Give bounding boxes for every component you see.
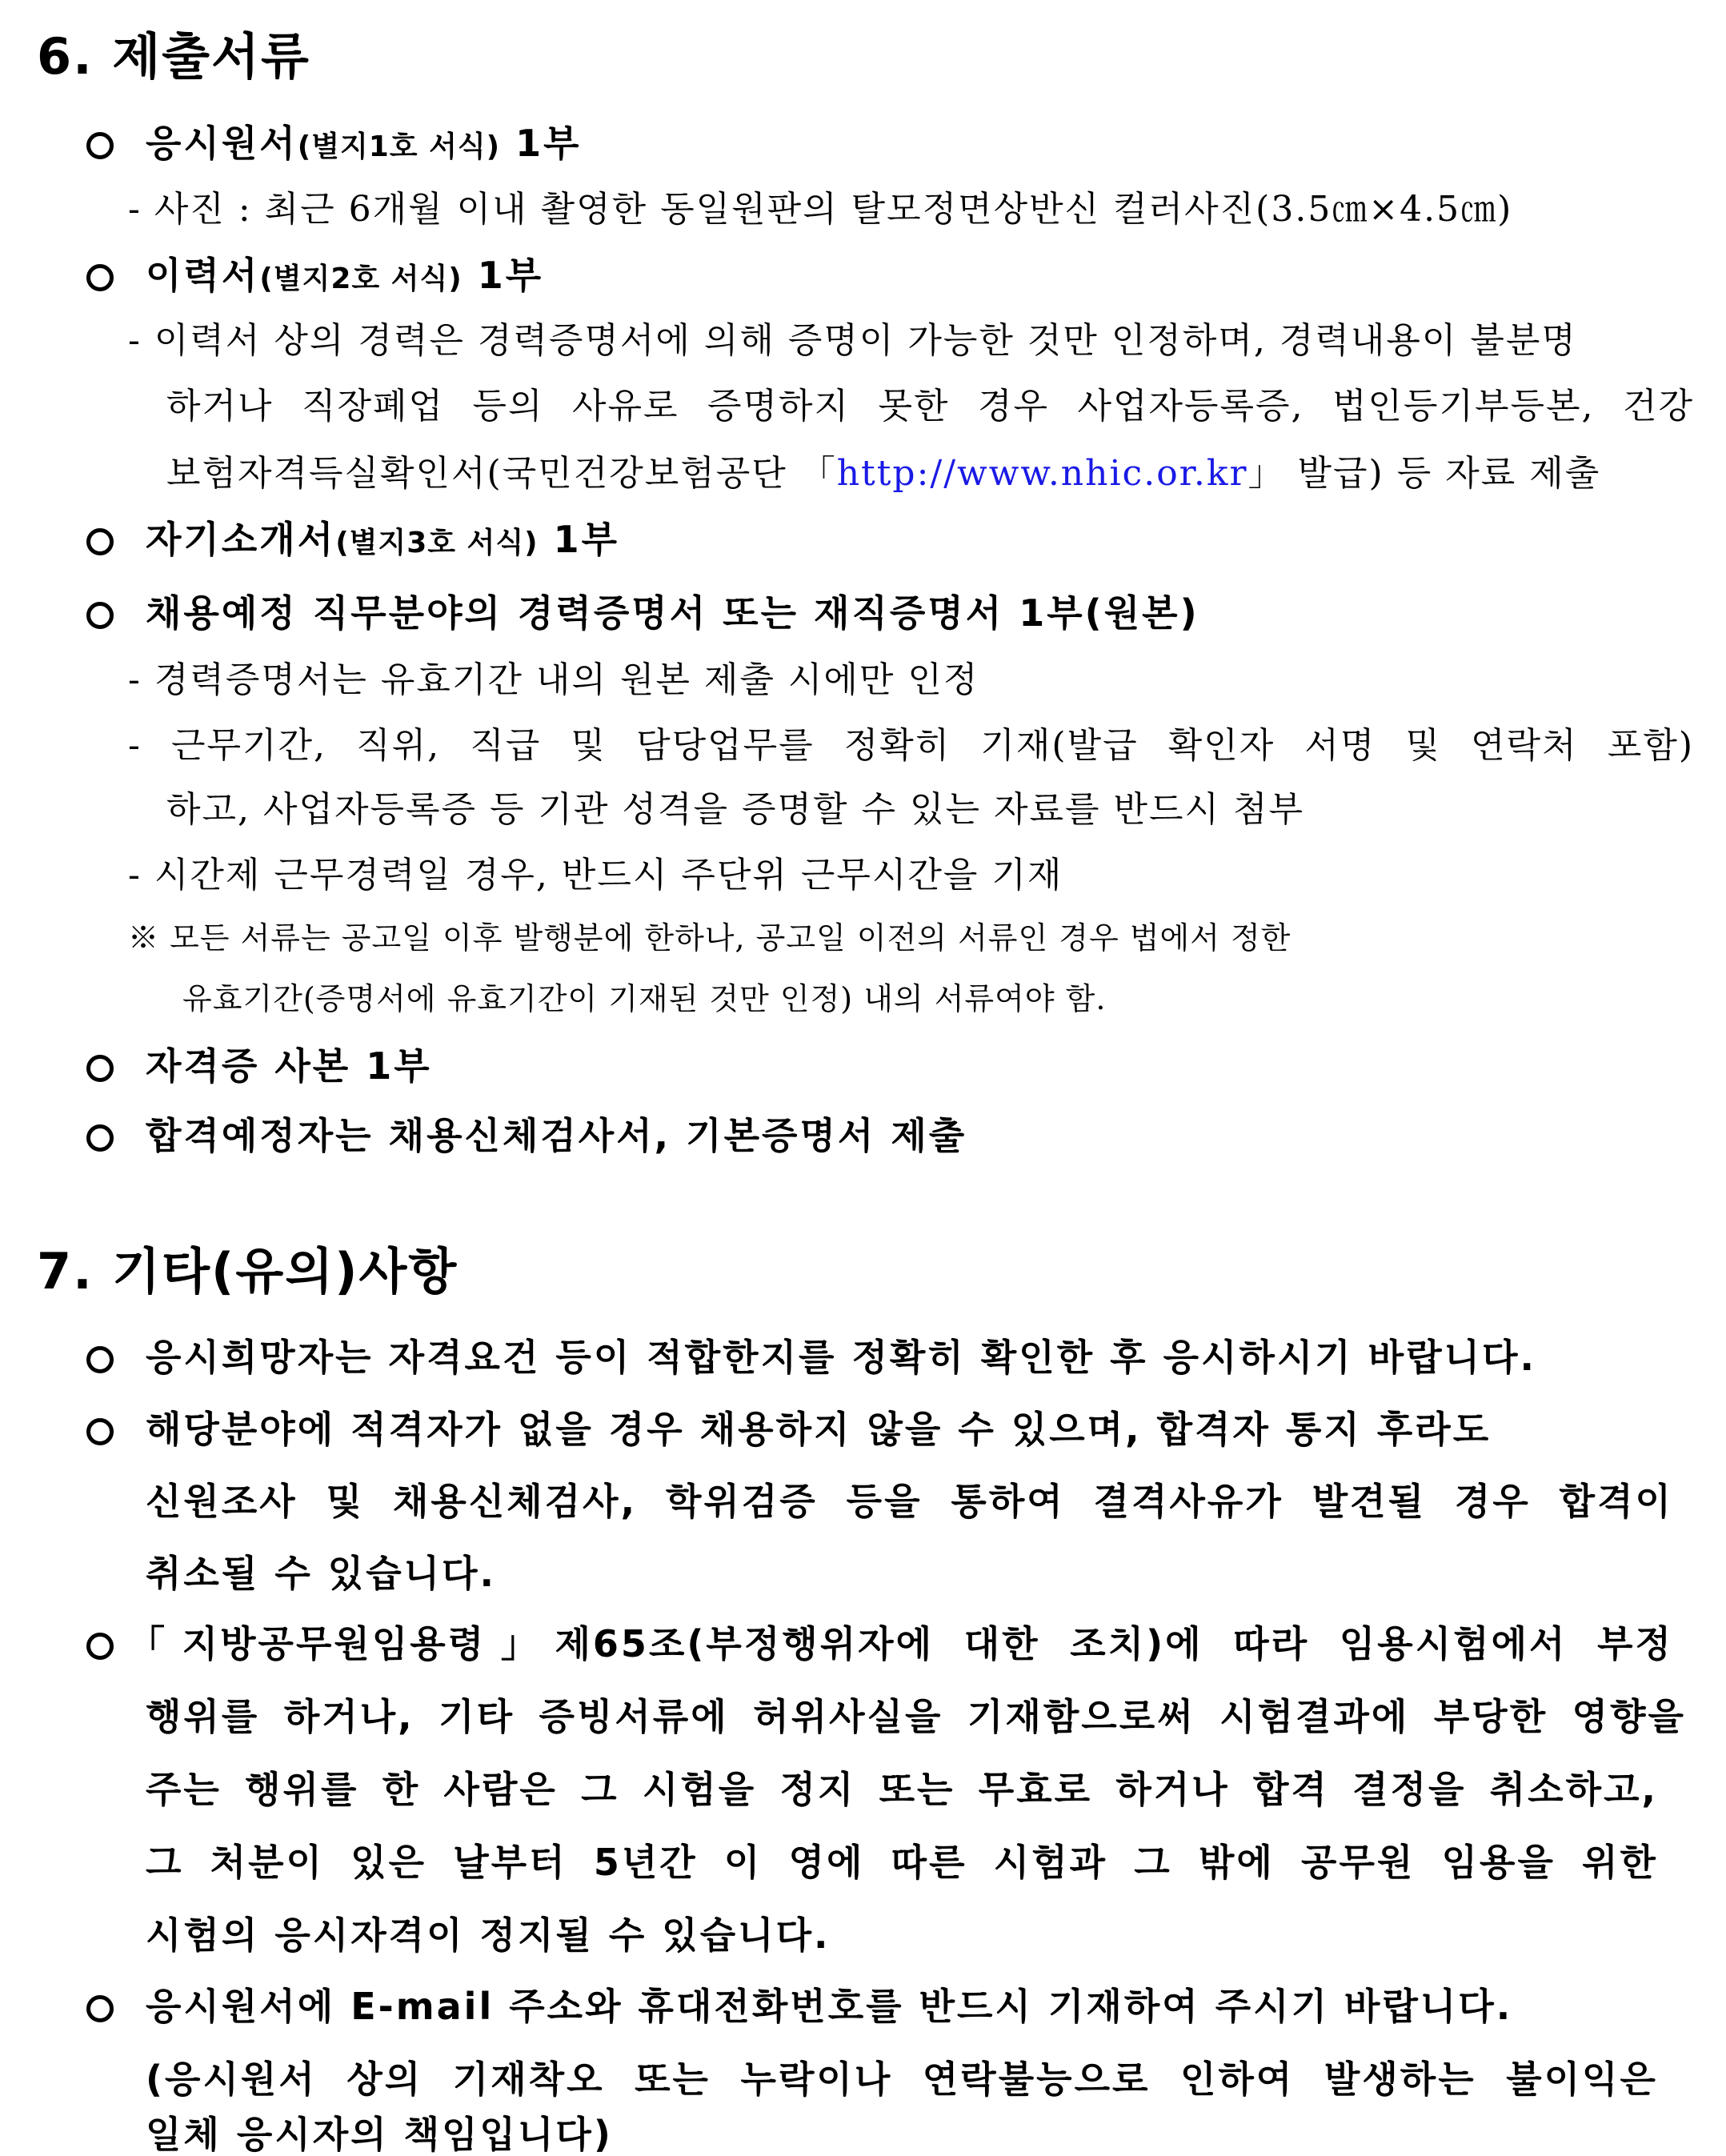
notice-no-hire-1: 해당분야에 적격자가 없을 경우 채용하지 않을 수 있으며, 합격자 통지 후라도	[146, 1408, 1492, 1451]
circle-bullet-icon	[86, 1995, 114, 2022]
circle-bullet-icon	[86, 132, 114, 159]
circle-bullet-icon	[86, 1633, 114, 1660]
detail-text: 보험자격득실확인서(국민건강보험공단 「	[166, 453, 837, 494]
circle-bullet-icon	[86, 528, 114, 555]
nhic-link[interactable]: http://www.nhic.or.kr	[836, 453, 1248, 494]
note-line-1: ※ 모든 서류는 공고일 이후 발행분에 한하나, 공고일 이전의 서류인 경우 법에서 정한	[128, 920, 1291, 956]
item-career-certificate: 채용예정 직무분야의 경력증명서 또는 재직증명서 1부(원본)	[146, 591, 1199, 635]
notice-no-hire-3: 취소될 수 있습니다.	[146, 1552, 496, 1595]
notice-misconduct-3: 주는 행위를 한 사람은 그 시험을 정지 또는 무효로 하거나 합격 결정을 취소하고,	[146, 1768, 1658, 1811]
detail-resume-3	[166, 453, 1601, 494]
detail-career-4: - 시간제 근무경력일 경우, 반드시 주단위 근무시간을 기재	[128, 855, 1063, 896]
circle-bullet-icon	[86, 1124, 114, 1152]
item-form-ref: (별지3호 서식)	[335, 527, 539, 559]
notice-no-hire-2: 신원조사 및 채용신체검사, 학위검증 등을 통하여 결격사유가 발견될 경우 합격이	[146, 1480, 1673, 1523]
notice-contact-2: (응시원서 상의 기재착오 또는 누락이나 연락불능으로 인하여 발생하는 불이익은	[146, 2058, 1658, 2101]
detail-career-3: 하고, 사업자등록증 등 기관 성격을 증명할 수 있는 자료를 반드시 첨부	[166, 789, 1304, 830]
note-line-2: 유효기간(증명서에 유효기간이 기재된 것만 인정) 내의 서류여야 함.	[182, 981, 1107, 1016]
item-count: 1부	[500, 122, 582, 165]
notice-contact-3: 일체 응시자의 책임입니다)	[146, 2113, 613, 2156]
detail-career-1: - 경력증명서는 유효기간 내의 원본 제출 시에만 인정	[128, 659, 979, 700]
notice-contact-1: 응시원서에 E-mail 주소와 휴대전화번호를 반드시 기재하여 주시기 바랍니다.	[146, 1985, 1513, 2028]
circle-bullet-icon	[86, 1346, 114, 1373]
item-final-candidate: 합격예정자는 채용신체검사서, 기본증명서 제출	[146, 1114, 967, 1157]
detail-career-2: - 근무기간, 직위, 직급 및 담당업무를 정확히 기재(발급 확인자 서명 및 연락처 포함)	[128, 725, 1694, 766]
circle-bullet-icon	[86, 1055, 114, 1082]
item-label: 응시원서	[146, 122, 298, 165]
item-label: 자기소개서	[146, 518, 336, 561]
circle-bullet-icon	[86, 264, 114, 291]
item-self-introduction	[146, 518, 620, 561]
circle-bullet-icon	[86, 1418, 114, 1445]
notice-misconduct-1: 「지방공무원임용령」제65조(부정행위자에 대한 조치)에 따라 임용시험에서 부정	[128, 1622, 1673, 1665]
item-count: 1부	[538, 518, 620, 561]
detail-photo: - 사진 : 최근 6개월 이내 촬영한 동일원판의 탈모정면상반신 컬러사진(3.5㎝×4.5㎝)	[128, 189, 1513, 230]
notice-misconduct-4: 그 처분이 있은 날부터 5년간 이 영에 따른 시험과 그 밖에 공무원 임용을 위한	[146, 1841, 1658, 1884]
item-form-ref: (별지1호 서식)	[297, 130, 501, 163]
notice-eligibility: 응시희망자는 자격요건 등이 적합한지를 정확히 확인한 후 응시하시기 바랍니다.	[146, 1336, 1536, 1379]
item-form-ref: (별지2호 서식)	[259, 262, 463, 295]
notice-misconduct-2: 행위를 하거나, 기타 증빙서류에 허위사실을 기재함으로써 시험결과에 부당한 영향을	[146, 1695, 1686, 1738]
detail-resume-2: 하거나 직장폐업 등의 사유로 증명하지 못한 경우 사업자등록증, 법인등기부등본, 건강	[166, 386, 1694, 427]
detail-text: - 이력서 상의 경력은 경력증명서에 의해 증명이 가능한 것만 인정하며, 경력내용이 불분명	[128, 320, 1577, 361]
item-label: 이력서	[146, 254, 260, 297]
section-6-heading: 6. 제출서류	[37, 27, 310, 86]
item-certificate-copy: 자격증 사본 1부	[146, 1044, 432, 1088]
circle-bullet-icon	[86, 602, 114, 629]
detail-resume-1	[128, 320, 1694, 361]
item-resume	[146, 254, 544, 297]
item-count: 1부	[462, 254, 544, 297]
item-application-form	[146, 122, 582, 165]
detail-text: 」 발급) 등 자료 제출	[1247, 453, 1601, 494]
notice-misconduct-5: 시험의 응시자격이 정지될 수 있습니다.	[146, 1914, 831, 1957]
section-7-heading: 7. 기타(유의)사항	[37, 1242, 459, 1300]
